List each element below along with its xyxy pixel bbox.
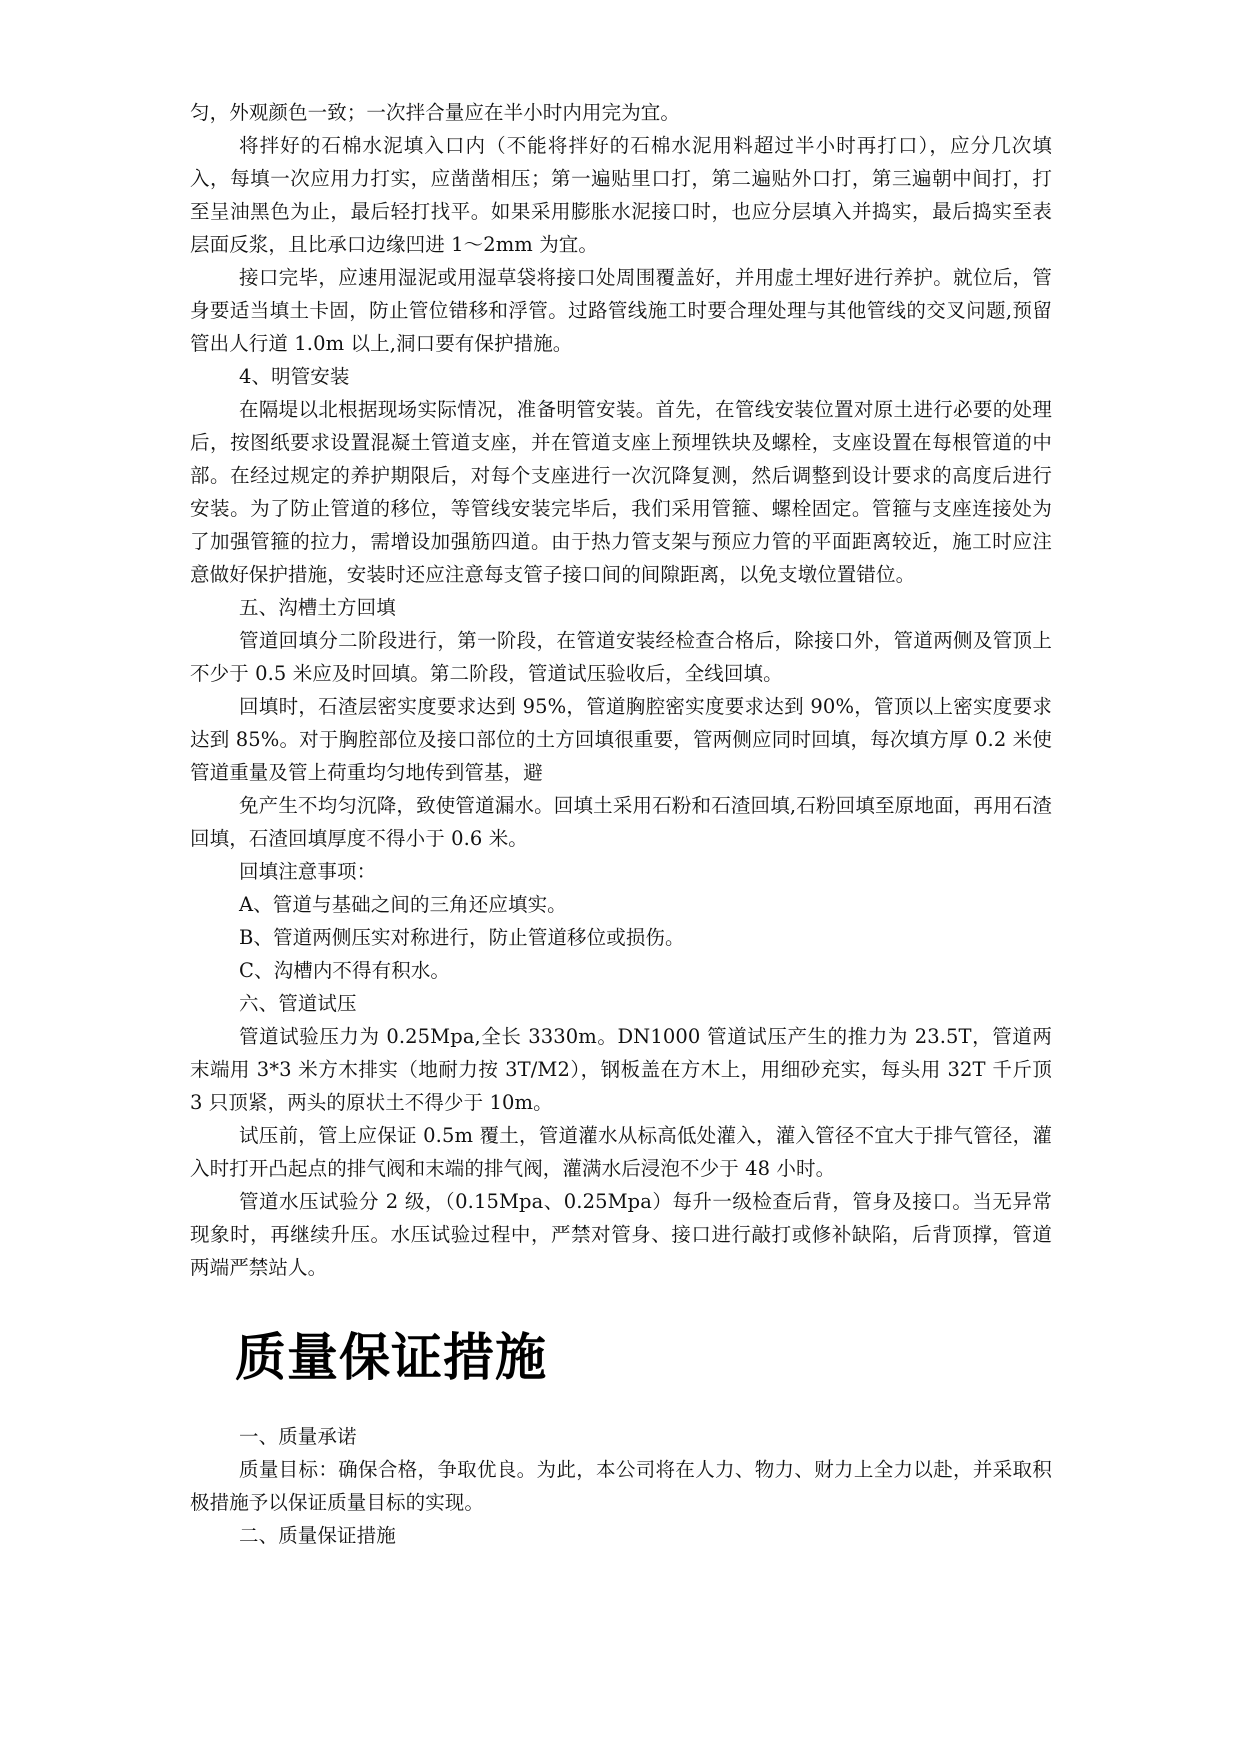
- list-item-note-c: C、沟槽内不得有积水。: [239, 959, 451, 982]
- paragraph-hydrostatic-test: 管道水压试验分 2 级，（0.15Mpa、0.25Mpa）每升一级检查后背，管身及接口。当无异常现象时，再继续升压。水压试验过程中，严禁对管身、接口进行敲打或修补缺陷，后背顶撑，管道两端严禁站人。: [190, 1190, 1052, 1279]
- paragraph-backfill-material: 免产生不均匀沉降，致使管道漏水。回填土采用石粉和石渣回填,石粉回填至原地面，再用石渣回填，石渣回填厚度不得小于 0.6 米。: [190, 794, 1052, 850]
- subheading-backfill-notes: 回填注意事项：: [239, 860, 377, 883]
- paragraph-asbestos-cement-filling: 将拌好的石棉水泥填入口内（不能将拌好的石棉水泥用料超过半小时再打口），应分几次填入，每填一次应用力打实，应凿凿相压；第一遍贴里口打，第二遍贴外口打，第三遍朝中间打，打至呈油黑色为止，最后轻打找平。如果采用膨胀水泥接口时，也应分层填入并捣实，最后捣实至表层面反浆，且比承口边缘凹进 1～2mm 为宜。: [190, 134, 1052, 256]
- paragraph-backfill-stages: 管道回填分二阶段进行，第一阶段，在管道安装经检查合格后，除接口外，管道两侧及管顶上不少于 0.5 米应及时回填。第二阶段，管道试压验收后，全线回填。: [190, 629, 1052, 685]
- list-item-note-a: A、管道与基础之间的三角还应填实。: [239, 893, 567, 916]
- paragraph-backfill-compaction: 回填时，石渣层密实度要求达到 95%，管道胸腔密实度要求达到 90%，管顶以上密实度要求达到 85%。对于胸腔部位及接口部位的土方回填很重要，管两侧应同时回填，每次填方厚 0.2 米使管道重量及管上荷重均匀地传到管基，避: [190, 695, 1052, 784]
- paragraph-continuation: 匀，外观颜色一致；一次拌合量应在半小时内用完为宜。: [190, 101, 681, 124]
- paragraph-test-pressure: 管道试验压力为 0.25Mpa,全长 3330m。DN1000 管道试压产生的推力为 23.5T，管道两末端用 3*3 米方木排实（地耐力按 3T/M2），钢板盖在方木上，用细砂充实，每头用 32T 千斤顶 3 只顶紧，两头的原状土不得少于 10m。: [190, 1025, 1052, 1114]
- list-item-note-b: B、管道两侧压实对称进行，防止管道移位或损伤。: [239, 926, 685, 949]
- subheading-exposed-pipe-installation: 4、明管安装: [239, 365, 350, 388]
- section-heading-wrapper: [190, 1326, 1052, 1390]
- subheading-quality-commitment: 一、质量承诺: [239, 1425, 357, 1448]
- paragraph-quality-target: 质量目标：确保合格，争取优良。为此，本公司将在人力、物力、财力上全力以赴，并采取积极措施予以保证质量目标的实现。: [190, 1458, 1052, 1514]
- paragraph-exposed-pipe-installation: 在隔堤以北根据现场实际情况，准备明管安装。首先，在管线安装位置对原土进行必要的处理后，按图纸要求设置混凝土管道支座，并在管道支座上预埋铁块及螺栓，支座设置在每根管道的中部。在经过规定的养护期限后，对每个支座进行一次沉降复测，然后调整到设计要求的高度后进行安装。为了防止管道的移位，等管线安装完毕后，我们采用管箍、螺栓固定。管箍与支座连接处为了加强管箍的拉力，需增设加强筋四道。由于热力管支架与预应力管的平面距离较近，施工时应注意做好保护措施，安装时还应注意每支管子接口间的间隙距离，以免支墩位置错位。: [190, 398, 1052, 586]
- document-page: [190, 96, 1052, 1552]
- section-heading: 质量保证措施: [235, 1328, 548, 1388]
- paragraph-joint-curing: 接口完毕，应速用湿泥或用湿草袋将接口处周围覆盖好，并用虚土埋好进行养护。就位后，管身要适当填土卡固，防止管位错移和浮管。过路管线施工时要合理处理与其他管线的交叉问题,预留管出人行道 1.0m 以上,洞口要有保护措施。: [190, 266, 1052, 355]
- paragraph-pre-test-filling: 试压前，管上应保证 0.5m 覆土，管道灌水从标高低处灌入，灌入管径不宜大于排气管径，灌入时打开凸起点的排气阀和末端的排气阀，灌满水后浸泡不少于 48 小时。: [190, 1124, 1052, 1180]
- subheading-trench-backfill: 五、沟槽土方回填: [239, 596, 396, 619]
- subheading-quality-measures: 二、质量保证措施: [239, 1524, 396, 1547]
- subheading-pressure-test: 六、管道试压: [239, 992, 357, 1015]
